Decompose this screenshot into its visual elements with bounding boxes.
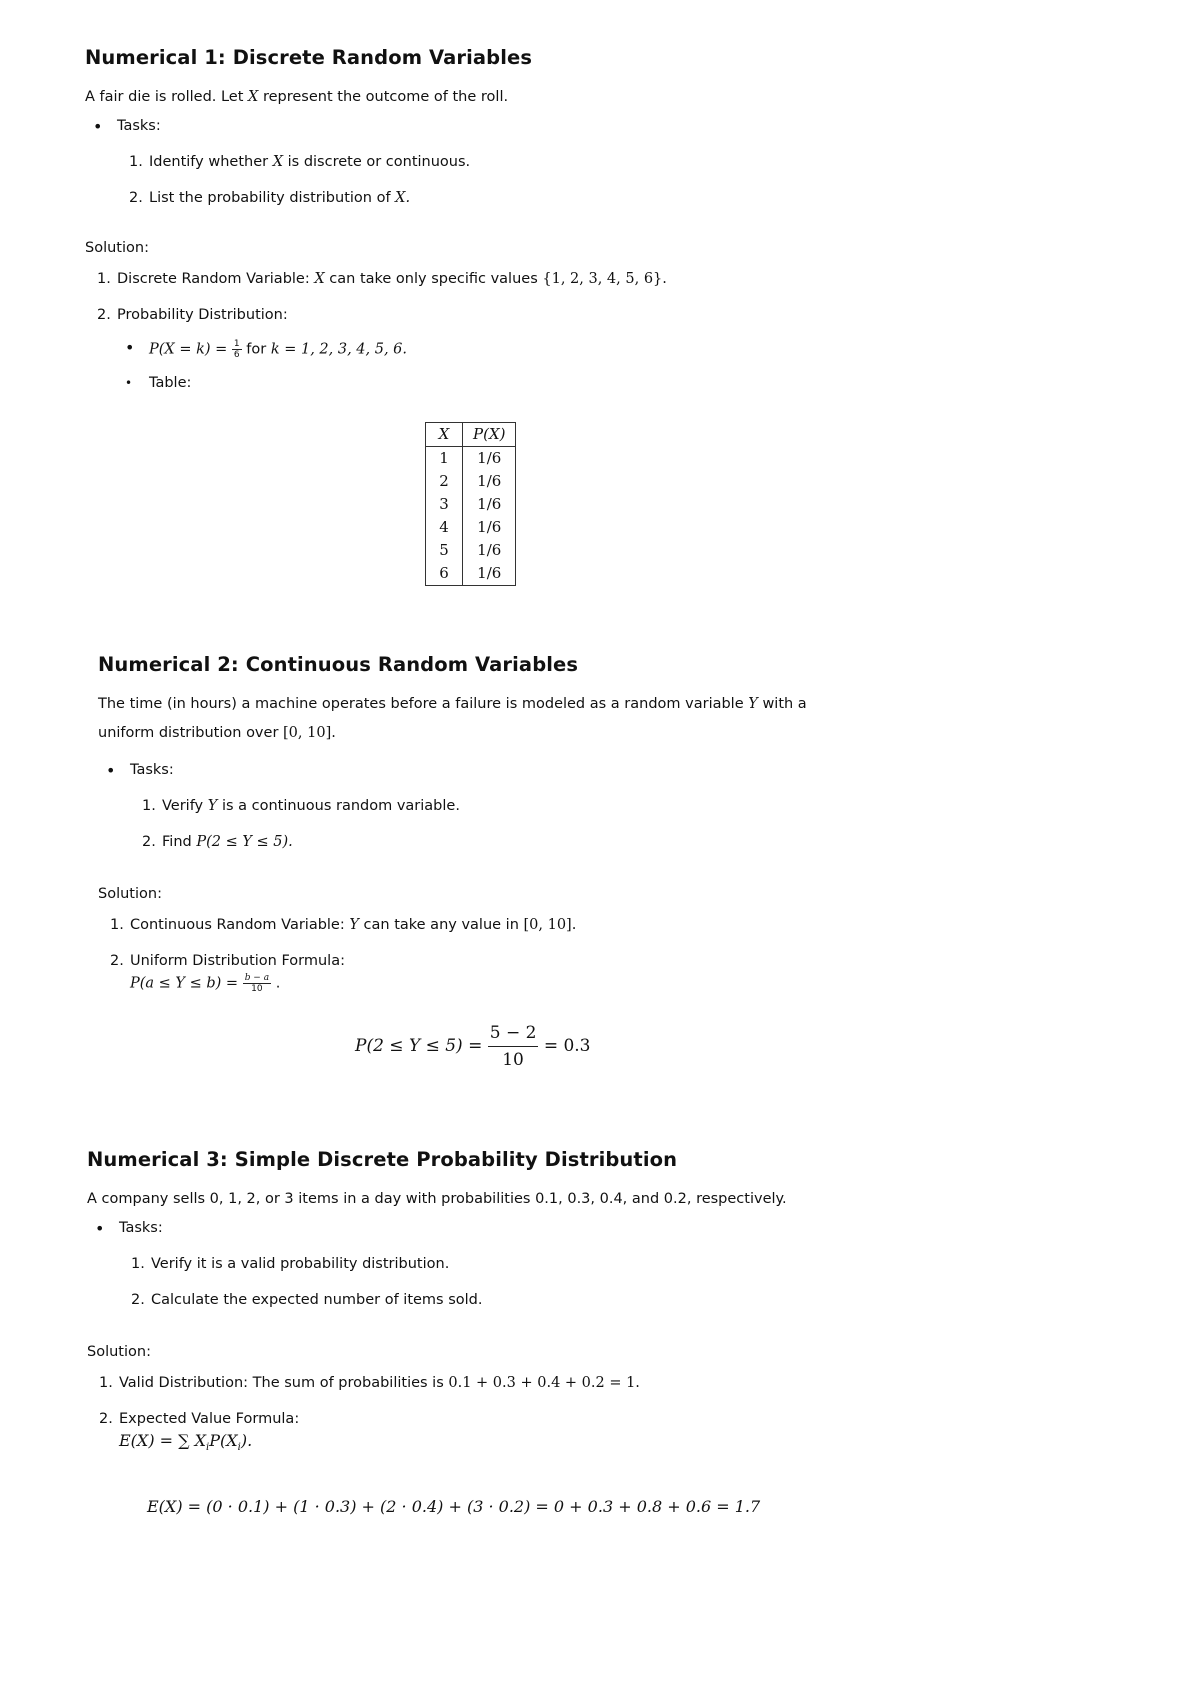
table-row: 5 1/6 [426, 539, 516, 562]
table-row: 6 1/6 [426, 562, 516, 586]
intro-text: The time (in hours) a machine operates before a failure is modeled as a random variable Y with a uniform distribution over [0, 10]. [98, 696, 807, 741]
tasks-bullet: • Tasks: [87, 1220, 1087, 1236]
table-header-px: P(X) [463, 423, 516, 447]
list-item: 1. Continuous Random Variable: Y can take any value in [0, 10]. [110, 917, 577, 933]
section-title: Numerical 1: Discrete Random Variables [85, 46, 533, 69]
tasks-bullet: • Tasks: [85, 118, 1085, 134]
task-list [130, 798, 1098, 870]
section-numerical-1 [85, 46, 1085, 391]
list-item: 1. Verify Y is a continuous random variable. [142, 798, 460, 814]
expected-value-formula: E(X) = ∑ $X_iP(X_i)$. [119, 1431, 253, 1454]
intro-text: A company sells 0, 1, 2, or 3 items in a day with probabilities 0.1, 0.3, 0.4, and 0.2, respectively. [87, 1191, 787, 1207]
task-list [117, 154, 1085, 226]
task-list [119, 1256, 1087, 1328]
list-item: 1. Verify it is a valid probability distribution. [131, 1256, 450, 1272]
section-title: Numerical 2: Continuous Random Variables [98, 653, 579, 676]
solution-list [85, 271, 1085, 391]
table-row: 2 1/6 [426, 470, 516, 493]
list-item: 2. Find P(2 ≤ Y ≤ 5). [142, 834, 293, 850]
section-numerical-3 [87, 1148, 1087, 1453]
table-row: 1 1/6 [426, 447, 516, 471]
solution-label: Solution: [98, 886, 162, 902]
intro-text: A fair die is rolled. Let X represent the outcome of the roll. [85, 89, 509, 105]
list-item: 2. List the probability distribution of X. [129, 190, 411, 206]
section-numerical-2 [98, 653, 1098, 994]
list-item: 1. Valid Distribution: The sum of probabilities is 0.1 + 0.3 + 0.4 + 0.2 = 1. [99, 1375, 640, 1391]
table-header-row [426, 423, 516, 447]
table-row: 3 1/6 [426, 493, 516, 516]
list-item: 2. Expected Value Formula: E(X) = ∑ $X_iP(X_i)$. [87, 1411, 1087, 1453]
expected-value-display: E(X) = (0 · 0.1) + (1 · 0.3) + (2 · 0.4) + (3 · 0.2) = 0 + 0.3 + 0.8 + 0.6 = 1.7 [147, 1497, 761, 1516]
table-bullet: • Table: [117, 375, 1085, 391]
solution-list [98, 917, 1098, 994]
tasks-bullet: • Tasks: [98, 762, 1098, 778]
solution-label: Solution: [87, 1344, 151, 1360]
list-item: 1. Discrete Random Variable: X can take only specific values {1, 2, 3, 4, 5, 6}. [97, 271, 667, 287]
list-item: 2. Uniform Distribution Formula: P(a ≤ Y ≤ b) = $\frac{b - a}{10}$ . [98, 953, 1098, 994]
formula-fraction: $\frac{b - a}{10}$ [244, 973, 270, 994]
table-row: 4 1/6 [426, 516, 516, 539]
solution-label: Solution: [85, 240, 149, 256]
uniform-formula: P(a ≤ Y ≤ b) = $\frac{b - a}{10}$ . [130, 973, 281, 994]
list-item: 1. Identify whether X is discrete or continuous. [129, 154, 471, 170]
list-item: 2. Probability Distribution: • P(X = k) = $\frac{1}{6}$ for k = 1, 2, 3, 4, 5, 6. • Table: [85, 307, 1085, 391]
section-title: Numerical 3: Simple Discrete Probability Distribution [87, 1148, 678, 1171]
uniform-probability-display: P(2 ≤ Y ≤ 5) = $\frac{5 - 2}{10}$ = 0.3 [355, 1020, 591, 1073]
table-header-x: X [426, 423, 463, 447]
solution-list [87, 1375, 1087, 1453]
display-fraction: $\frac{5 - 2}{10}$ [488, 1020, 539, 1073]
list-item: 2. Calculate the expected number of items sold. [131, 1292, 483, 1308]
pmf-fraction: $\frac{1}{6}$ [233, 339, 240, 360]
pmf-bullet: • P(X = k) = $\frac{1}{6}$ for k = 1, 2, 3, 4, 5, 6. [117, 339, 1085, 369]
probability-table [425, 422, 516, 586]
